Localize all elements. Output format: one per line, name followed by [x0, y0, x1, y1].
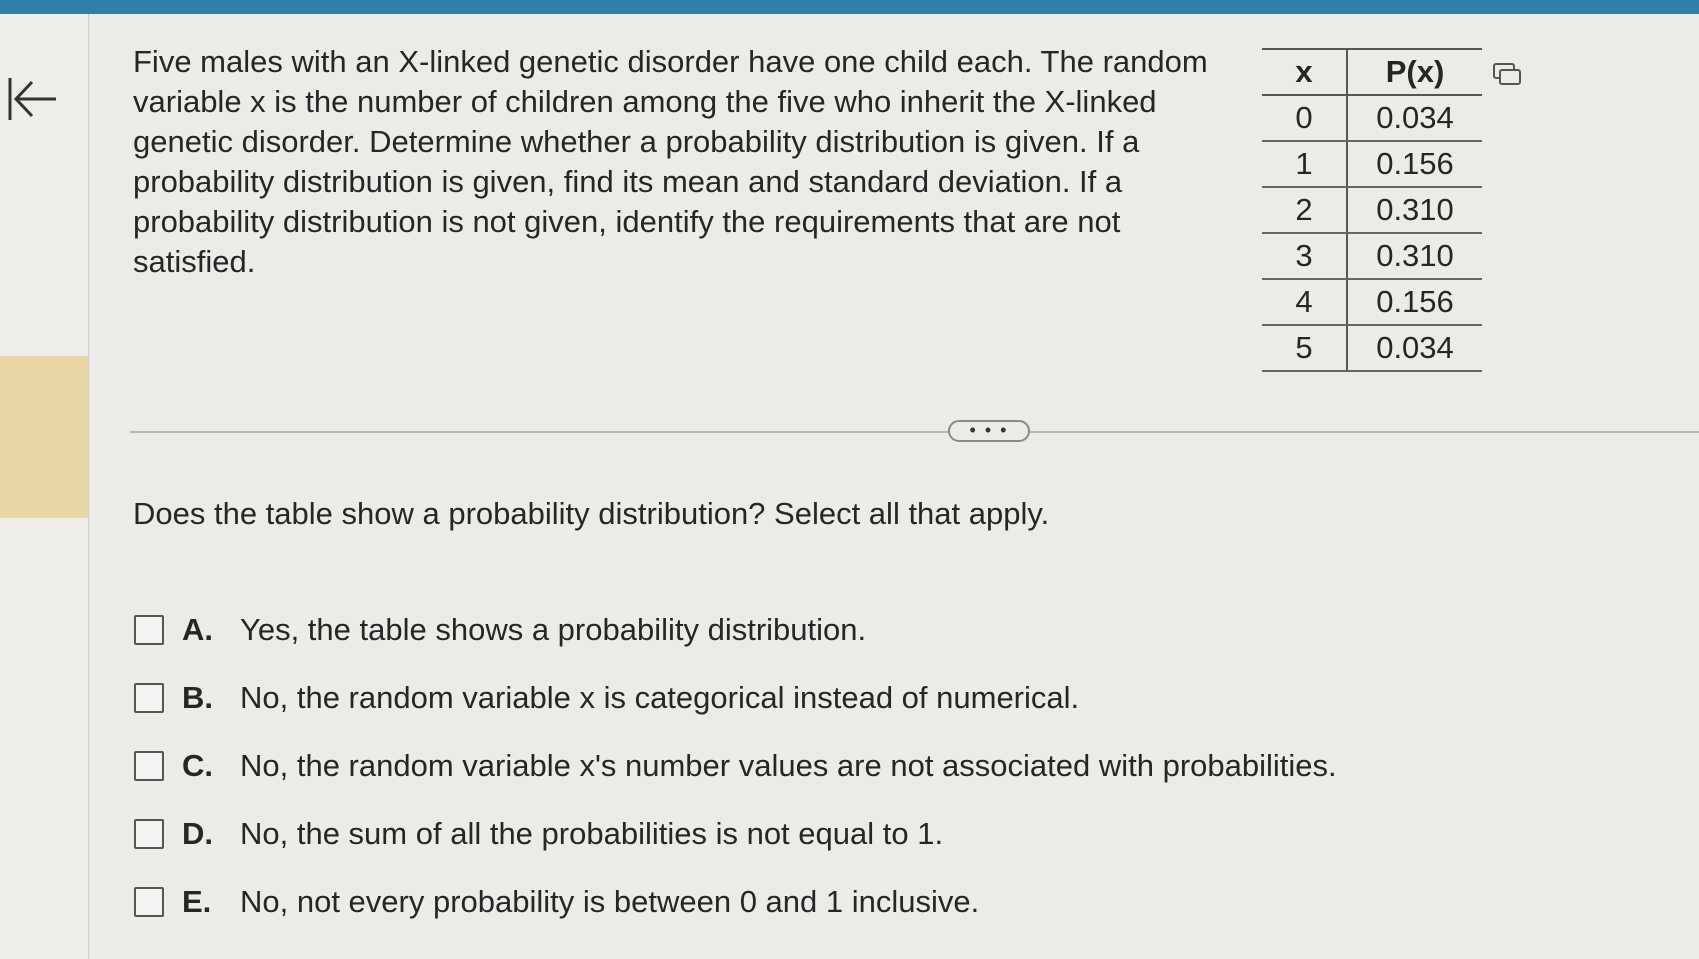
left-rail — [0, 14, 89, 959]
question-text: Five males with an X-linked genetic disorder have one child each. The random variable x is the number of children among the five who inherit the X-linked genetic disorder. Determine whether a probability distribution is given. If a probability distribution is given, find its mean and standard deviation. If a probability distribution is not given, identify the requirements that are not satisfied. — [133, 44, 1208, 279]
cell-x: 2 — [1262, 187, 1347, 233]
option-letter: E. — [182, 884, 212, 919]
option-text: No, the random variable x is categorical instead of numerical. — [240, 680, 1080, 715]
checkbox-b[interactable] — [134, 683, 164, 713]
option-letter: A. — [182, 612, 213, 647]
question-prompt: Does the table show a probability distribution? Select all that apply. — [133, 496, 1050, 531]
checkbox-a[interactable] — [134, 615, 164, 645]
table-row — [1262, 95, 1482, 141]
rail-highlight — [0, 356, 88, 518]
copy-icon — [1492, 60, 1522, 88]
option-letter: D. — [182, 816, 213, 851]
checkbox-d[interactable] — [134, 819, 164, 849]
cell-x: 1 — [1262, 141, 1347, 187]
option-text: No, not every probability is between 0 and 1 inclusive. — [240, 884, 980, 919]
option-e[interactable] — [134, 882, 979, 922]
top-bar — [0, 0, 1699, 14]
section-divider — [130, 431, 1699, 433]
more-button[interactable]: • • • — [948, 420, 1030, 442]
header-px: P(x) — [1347, 49, 1482, 95]
table-row — [1262, 233, 1482, 279]
table-row — [1262, 141, 1482, 187]
cell-x: 5 — [1262, 325, 1347, 371]
cell-x: 3 — [1262, 233, 1347, 279]
cell-px: 0.156 — [1347, 141, 1482, 187]
cell-x: 0 — [1262, 95, 1347, 141]
checkbox-c[interactable] — [134, 751, 164, 781]
option-d[interactable] — [134, 814, 943, 854]
cell-x: 4 — [1262, 279, 1347, 325]
table-row — [1262, 187, 1482, 233]
probability-table — [1262, 48, 1482, 372]
option-letter: C. — [182, 748, 213, 783]
cell-px: 0.310 — [1347, 233, 1482, 279]
table-header-row — [1262, 49, 1482, 95]
cell-px: 0.034 — [1347, 325, 1482, 371]
option-b[interactable] — [134, 678, 1079, 718]
option-text: No, the random variable x's number values are not associated with probabilities. — [240, 748, 1337, 783]
header-x: x — [1262, 49, 1347, 95]
back-to-start-button[interactable] — [4, 72, 64, 132]
back-to-start-icon — [4, 72, 64, 132]
option-c[interactable] — [134, 746, 1337, 786]
checkbox-e[interactable] — [134, 887, 164, 917]
table-row — [1262, 325, 1482, 371]
copy-table-button[interactable] — [1492, 60, 1522, 88]
cell-px: 0.156 — [1347, 279, 1482, 325]
option-text: Yes, the table shows a probability distribution. — [240, 612, 867, 647]
cell-px: 0.310 — [1347, 187, 1482, 233]
option-text: No, the sum of all the probabilities is not equal to 1. — [240, 816, 944, 851]
cell-px: 0.034 — [1347, 95, 1482, 141]
table-row — [1262, 279, 1482, 325]
option-a[interactable] — [134, 610, 866, 650]
option-letter: B. — [182, 680, 213, 715]
